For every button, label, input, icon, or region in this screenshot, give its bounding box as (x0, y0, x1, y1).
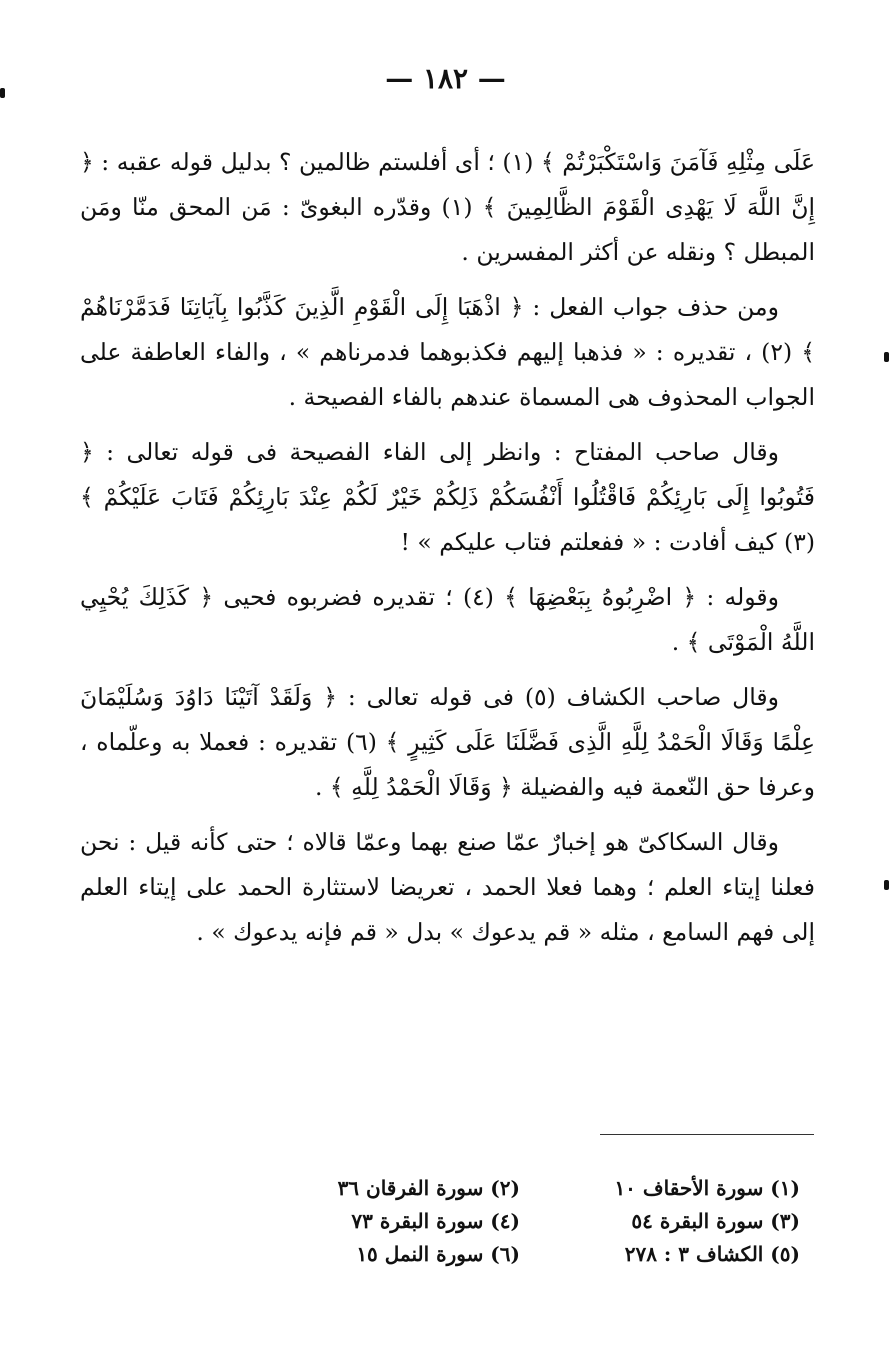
footnote-6: (٦) سورة النمل ١٥ (356, 1242, 520, 1266)
paragraph-5: وقال صاحب الكشاف (٥) فى قوله تعالى : ﴿ وَلَقَدْ آتَيْنَا دَاوُدَ وَسُلَيْمَانَ عِلْمًا وَقَالَا الْحَمْدُ لِلَّهِ الَّذِى فَضَّلَنَا عَلَى كَثِيرٍ ﴾ (٦) تقديره : فعملا به وعلّماه ، وعرفا حق النّعمة فيه والفضيلة ﴿ وَقَالَا الْحَمْدُ لِلَّهِ ﴾ . (80, 683, 815, 801)
footnote-5: (٥) الكشاف ٣ : ٢٧٨ (624, 1242, 800, 1266)
footnote-4: (٤) سورة البقرة ٧٣ (351, 1209, 520, 1233)
main-text (80, 140, 815, 965)
paragraph-1: عَلَى مِثْلِهِ فَآمَنَ وَاسْتَكْبَرْتُمْ ﴾ (١) ؛ أى أفلستم ظالمين ؟ بدليل قوله عقبه : ﴿ إِنَّ اللَّهَ لَا يَهْدِى الْقَوْمَ الظَّالِمِينَ ﴾ (١) وقدّره البغوىّ : مَن المحق منّا ومَن المبطل ؟ ونقله عن أكثر المفسرين . (80, 148, 815, 266)
footnote-3: (٣) سورة البقرة ٥٤ (631, 1209, 800, 1233)
right-edge-mark-top (884, 352, 889, 362)
paragraph-3: وقال صاحب المفتاح : وانظر إلى الفاء الفصيحة فى قوله تعالى : ﴿ فَتُوبُوا إِلَى بَارِئِكُمْ فَاقْتُلُوا أَنْفُسَكُمْ ذَلِكُمْ خَيْرٌ لَكُمْ عِنْدَ بَارِئِكُمْ فَتَابَ عَلَيْكُمْ ﴾ (٣) كيف أفادت : « ففعلتم فتاب عليكم » ! (80, 438, 815, 556)
footnote-1: (١) سورة الأحقاف ١٠ (614, 1176, 800, 1200)
page-number: — ١٨٢ — (385, 62, 506, 95)
paragraph-2: ومن حذف جواب الفعل : ﴿ اذْهَبَا إِلَى الْقَوْمِ الَّذِينَ كَذَّبُوا بِآيَاتِنَا فَدَمَّرْنَاهُمْ ﴾ (٢) ، تقديره : « فذهبا إليهم فكذبوهما فدمرناهم » ، والفاء العاطفة على الجواب المحذوف هى المسماة عندهم بالفاء الفصيحة . (80, 293, 815, 411)
footnote-separator (600, 1134, 814, 1135)
right-edge-mark-bottom (884, 880, 889, 890)
paragraph-4: وقوله : ﴿ اضْرِبُوهُ بِبَعْضِهَا ﴾ (٤) ؛ تقديره فضربوه فحيى ﴿ كَذَلِكَ يُحْيِي اللَّهُ الْمَوْتَى ﴾ . (80, 583, 815, 656)
footnotes (240, 1172, 800, 1271)
footnote-2: (٢) سورة الفرقان ٣٦ (337, 1176, 520, 1200)
paragraph-6: وقال السكاكىّ هو إخبارٌ عمّا صنع بهما وعمّا قالاه ؛ حتى كأنه قيل : نحن فعلنا إيتاء العلم ؛ وهما فعلا الحمد ، تعريضا لاستثارة الحمد على إيتاء العلم إلى فهم السامع ، مثله « قم يدعوك » بدل « قم فإنه يدعوك » . (80, 828, 815, 946)
